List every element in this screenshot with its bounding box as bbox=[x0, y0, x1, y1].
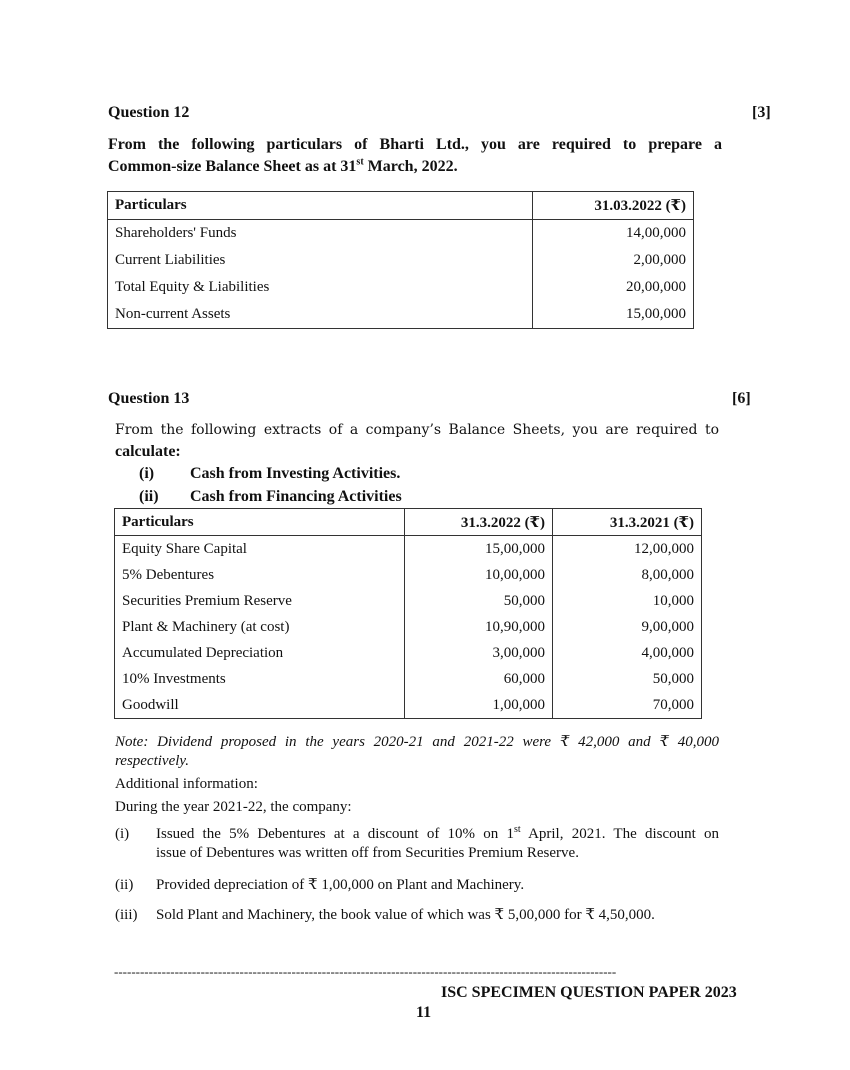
table-cell: Equity Share Capital bbox=[115, 536, 405, 563]
table-cell: 15,00,000 bbox=[405, 536, 553, 563]
dividend-note-line-1: Note: Dividend proposed in the years 2020-21 and 2021-22 were ₹ 42,000 and ₹ 40,000 bbox=[115, 734, 719, 750]
balance-sheet-table-q13 bbox=[114, 508, 702, 719]
table-cell: Securities Premium Reserve bbox=[115, 588, 405, 614]
question-13-statement-line-1: From the following extracts of a company’s Balance Sheets, you are required to bbox=[115, 422, 719, 438]
table-cell: Plant & Machinery (at cost) bbox=[115, 614, 405, 640]
table-cell: 10,000 bbox=[553, 588, 702, 614]
table-cell: 15,00,000 bbox=[533, 301, 694, 329]
question-12-statement-line-1: From the following particulars of Bharti Ltd., you are required to prepare a bbox=[108, 136, 722, 153]
table-cell: 10% Investments bbox=[115, 666, 405, 692]
table-row bbox=[108, 247, 694, 274]
task-number: (i) bbox=[139, 465, 155, 482]
page-number: 11 bbox=[416, 1004, 432, 1021]
table-cell: 8,00,000 bbox=[553, 562, 702, 588]
question-12-title: Question 12 bbox=[108, 104, 190, 121]
info-item-text-line-2: issue of Debentures was written off from Securities Premium Reserve. bbox=[156, 845, 579, 861]
question-12-marks: [3] bbox=[752, 104, 771, 121]
info-item-text: Sold Plant and Machinery, the book value of which was ₹ 5,00,000 for ₹ 4,50,000. bbox=[156, 907, 655, 923]
info-item-number: (iii) bbox=[115, 907, 138, 923]
table-cell: Goodwill bbox=[115, 692, 405, 719]
table-cell: 10,90,000 bbox=[405, 614, 553, 640]
question-13-title: Question 13 bbox=[108, 390, 190, 407]
table-cell: Accumulated Depreciation bbox=[115, 640, 405, 666]
info-item-number: (ii) bbox=[115, 877, 134, 893]
table-cell: 1,00,000 bbox=[405, 692, 553, 719]
table-cell: Current Liabilities bbox=[108, 247, 533, 274]
table-cell: 50,000 bbox=[405, 588, 553, 614]
info-item-text: Provided depreciation of ₹ 1,00,000 on Plant and Machinery. bbox=[156, 877, 525, 893]
footer-divider: -------------------------------------------------------------------------------------------------------------------- bbox=[114, 964, 617, 979]
table-header-year-2021: 31.3.2021 (₹) bbox=[553, 509, 702, 536]
table-cell: 2,00,000 bbox=[533, 247, 694, 274]
table-row bbox=[115, 562, 702, 588]
table-row bbox=[115, 640, 702, 666]
info-item-number: (i) bbox=[115, 826, 130, 842]
dividend-note-line-2: respectively. bbox=[115, 753, 189, 769]
table-row bbox=[115, 666, 702, 692]
table-header-particulars: Particulars bbox=[108, 192, 533, 220]
table-cell: 5% Debentures bbox=[115, 562, 405, 588]
table-header-year-2022: 31.3.2022 (₹) bbox=[405, 509, 553, 536]
table-cell: Non-current Assets bbox=[108, 301, 533, 329]
table-row bbox=[108, 220, 694, 248]
table-cell: 50,000 bbox=[553, 666, 702, 692]
table-cell: 60,000 bbox=[405, 666, 553, 692]
table-row bbox=[115, 536, 702, 563]
table-row bbox=[115, 614, 702, 640]
table-row bbox=[108, 274, 694, 301]
task-number: (ii) bbox=[139, 488, 159, 505]
table-row bbox=[115, 588, 702, 614]
table-row bbox=[115, 692, 702, 719]
table-cell: Shareholders' Funds bbox=[108, 220, 533, 248]
table-header-particulars: Particulars bbox=[115, 509, 405, 536]
additional-info-heading: Additional information: bbox=[115, 776, 258, 792]
task-item bbox=[139, 463, 400, 485]
during-year-text: During the year 2021-22, the company: bbox=[115, 799, 352, 815]
question-13-statement-line-2: calculate: bbox=[115, 443, 181, 460]
question-13-marks: [6] bbox=[732, 390, 751, 407]
table-cell: 12,00,000 bbox=[553, 536, 702, 563]
task-text: Cash from Investing Activities. bbox=[190, 465, 401, 482]
table-cell: 14,00,000 bbox=[533, 220, 694, 248]
table-row bbox=[108, 301, 694, 329]
balance-sheet-table-q12 bbox=[107, 191, 694, 329]
table-cell: 9,00,000 bbox=[553, 614, 702, 640]
footer-paper-title: ISC SPECIMEN QUESTION PAPER 2023 bbox=[441, 984, 737, 1001]
info-item-text-line-1: Issued the 5% Debentures at a discount of 10% on 1st April, 2021. The discount on bbox=[156, 824, 720, 842]
table-cell: 20,00,000 bbox=[533, 274, 694, 301]
table-cell: 3,00,000 bbox=[405, 640, 553, 666]
table-cell: Total Equity & Liabilities bbox=[108, 274, 533, 301]
task-item bbox=[139, 486, 402, 508]
question-12-statement-line-2: Common-size Balance Sheet as at 31st March, 2022. bbox=[108, 156, 458, 175]
table-cell: 4,00,000 bbox=[553, 640, 702, 666]
task-text: Cash from Financing Activities bbox=[190, 488, 402, 505]
table-header-date: 31.03.2022 (₹) bbox=[533, 192, 694, 220]
table-cell: 10,00,000 bbox=[405, 562, 553, 588]
table-cell: 70,000 bbox=[553, 692, 702, 719]
